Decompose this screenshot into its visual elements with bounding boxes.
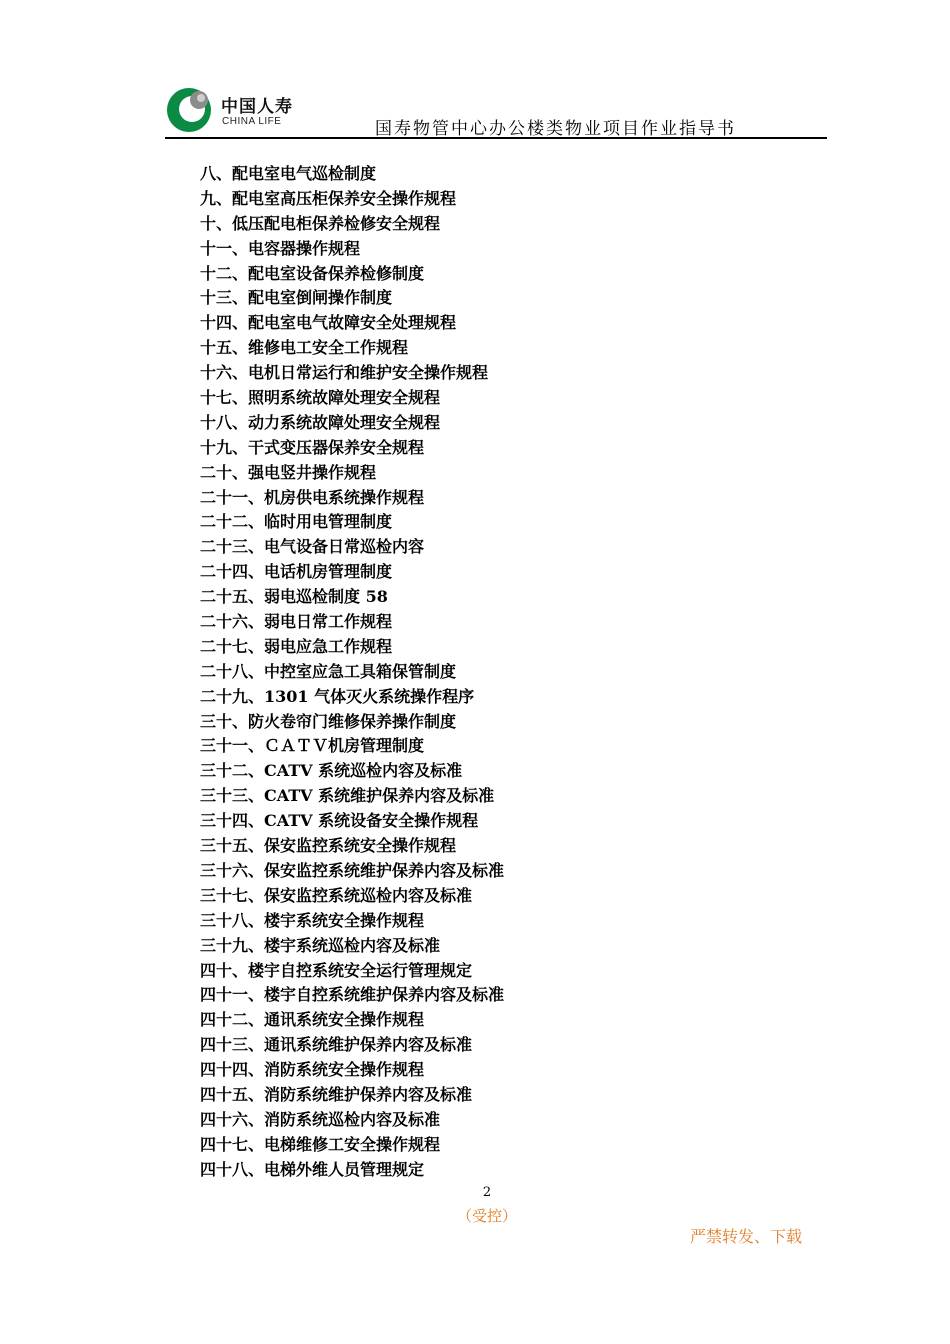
toc-item: 四十四、消防系统安全操作规程 [200,1060,425,1080]
toc-item: 四十六、消防系统巡检内容及标准 [200,1109,441,1129]
no-forward-notice: 严禁转发、下载 [690,1227,803,1246]
document-title: 国寿物管中心办公楼类物业项目作业指导书 [375,119,736,139]
toc-item: 二十四、电话机房管理制度 [200,562,393,582]
toc-item: 二十五、弱电巡检制度 58 [200,587,388,607]
toc-item: 四十五、消防系统维护保养内容及标准 [200,1084,473,1104]
toc-item: 十七、照明系统故障处理安全规程 [200,388,441,408]
toc-item: 三十九、楼宇系统巡检内容及标准 [200,935,441,955]
logo-chinese-text: 中国人寿 [221,97,293,117]
toc-item: 二十六、弱电日常工作规程 [200,612,393,632]
toc-item: 十六、电机日常运行和维护安全操作规程 [200,363,489,383]
toc-item: 三十四、CATV 系统设备安全操作规程 [200,811,479,831]
page-number: 2 [482,1185,492,1200]
toc-item: 十八、动力系统故障处理安全规程 [200,412,441,432]
toc-item: 三十三、CATV 系统维护保养内容及标准 [200,786,495,806]
header-divider [165,137,827,139]
toc-item: 三十八、楼宇系统安全操作规程 [200,910,425,930]
toc-item: 九、配电室高压柜保养安全操作规程 [200,188,457,208]
toc-item: 三十、防火卷帘门维修保养操作制度 [200,711,457,731]
toc-item: 十一、电容器操作规程 [200,238,361,258]
toc-item: 十四、配电室电气故障安全处理规程 [200,313,457,333]
toc-item: 二十七、弱电应急工作规程 [200,636,393,656]
toc-item: 三十二、CATV 系统巡检内容及标准 [200,761,463,781]
toc-item: 四十三、通讯系统维护保养内容及标准 [200,1035,473,1055]
toc-item: 十九、干式变压器保养安全规程 [200,437,425,457]
toc-item: 二十一、机房供电系统操作规程 [200,487,425,507]
china-life-logo-icon [165,86,213,134]
toc-item: 十、低压配电柜保养检修安全规程 [200,213,441,233]
toc-item: 四十二、通讯系统安全操作规程 [200,1010,425,1030]
toc-item: 二十八、中控室应急工具箱保管制度 [200,661,457,681]
toc-item: 十三、配电室倒闸操作制度 [200,288,393,308]
toc-item: 十五、维修电工安全工作规程 [200,338,409,358]
company-logo [165,86,315,136]
toc-item: 二十二、临时用电管理制度 [200,512,393,532]
toc-item: 十二、配电室设备保养检修制度 [200,263,425,283]
toc-item: 四十八、电梯外维人员管理规定 [200,1159,425,1179]
toc-item: 三十五、保安监控系统安全操作规程 [200,836,457,856]
toc-item: 三十一、ＣＡＴＶ机房管理制度 [200,736,425,756]
table-of-contents [200,162,504,1183]
toc-item: 三十七、保安监控系统巡检内容及标准 [200,885,473,905]
toc-item: 四十一、楼宇自控系统维护保养内容及标准 [200,985,505,1005]
toc-item: 二十三、电气设备日常巡检内容 [200,537,425,557]
logo-english-text: CHINA LIFE [222,116,282,127]
toc-item: 四十七、电梯维修工安全操作规程 [200,1134,441,1154]
toc-item: 四十、楼宇自控系统安全运行管理规定 [200,960,473,980]
controlled-label: （受控） [456,1207,517,1225]
toc-item: 三十六、保安监控系统维护保养内容及标准 [200,860,505,880]
toc-item: 二十、强电竖井操作规程 [200,462,377,482]
toc-item: 二十九、1301 气体灭火系统操作程序 [200,686,475,706]
toc-item: 八、配电室电气巡检制度 [200,164,377,183]
